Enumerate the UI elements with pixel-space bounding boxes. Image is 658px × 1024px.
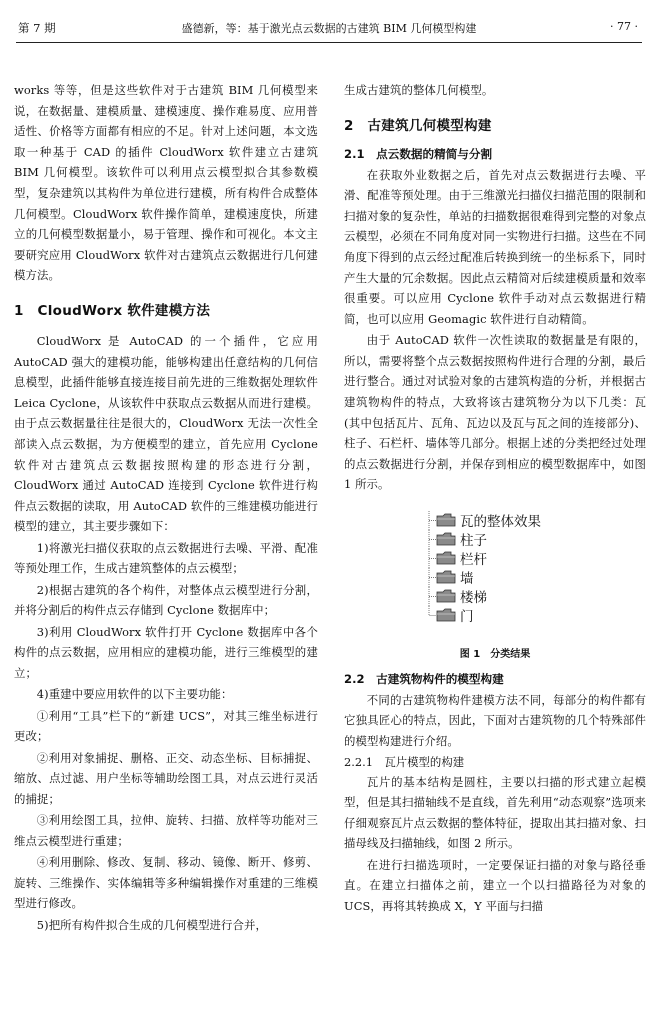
- step-4c: ③利用绘图工具，拉伸、旋转、扫描、放样等功能对三维点云模型进行重建；: [14, 813, 318, 848]
- figure-caption: 图 1 分类结果: [459, 648, 531, 660]
- tree-branch-icon: [428, 530, 436, 549]
- tree-item-label: 楼梯: [460, 590, 487, 607]
- paragraph: 在进行扫描选项时，一定要保证扫描的对象与路径垂直。在建立扫描体之前，建立一个以扫描路径为对象的 UCS，再将其转换成 X，Y 平面与扫描: [344, 857, 646, 914]
- paragraph: works 等等，但是这些软件对于古建筑 BIM 几何模型来说，在数据量、建模质量、建模速度、操作难易度、应用普适性、价格等方面都有相应的不足。针对上述问题，本文选取一种基于 CAD 的插件 CloudWorx 软件建立古建筑 BIM 几何模型。该软件可以利用点云模型拟合其参数模型，复杂建筑以其构件为单位进行建模，所有构件合成整体几何模型。CloudWorx 软件操作简单，建模速度快，所建立的几何模型数据量小，易于管理、操作和可视化。本文主要研究应用 CloudWorx 软件对古建筑点云数据进行几何建模方法。: [14, 83, 318, 283]
- header-rule: [16, 42, 642, 43]
- section-heading-1: 1 CloudWorx 软件建模方法: [14, 302, 211, 319]
- folder-icon: [436, 513, 456, 527]
- paragraph: 不同的古建筑物构件建模方法不同，每部分的构件都有它独具匠心的特点，因此，下面对古建筑物的几个特殊部件的模型构建进行介绍。: [344, 692, 646, 749]
- step-4d: ④利用删除、修改、复制、移动、镜像、断开、修剪、旋转、三维操作、实体编辑等多种编辑操作对重建的三维模型进行修改。: [14, 855, 318, 911]
- step-1: 1)将激光扫描仪获取的点云数据进行去噪、平滑、配准等预处理工作，生成古建筑整体的点云模型；: [14, 540, 318, 576]
- step-2: 2)根据古建筑的各个构件，对整体点云模型进行分割，并将分割后的构件点云存储到 Cyclone 数据库中；: [14, 582, 318, 618]
- step-4: 4)重建中要应用软件的以下主要功能：: [36, 687, 233, 702]
- step-5: 5)把所有构件拟合生成的几何模型进行合并，: [36, 917, 268, 932]
- paragraph: 在获取外业数据之后，首先对点云数据进行去噪、平滑、配准等预处理。由于三维激光扫描仪扫描范围的限制和扫描对象的复杂性，单站的扫描数据很难得到完整的对象点云模型，必须在不同角度对同一实物进行扫描。这些在不同角度下得到的点云经过配准后转换到统一的坐标系下，同时产生大量的冗余数据。因此点云精简对后续建模质量和效率很重要。可以应用 Cyclone 软件手动对点云数据进行精简，也可以应用 Geomagic 软件进行自动精简。: [344, 167, 646, 326]
- tree-item-label: 门: [460, 609, 474, 626]
- folder-icon: [436, 608, 456, 622]
- subsection-heading-2-2: 2.2 古建筑物构件的模型构建: [344, 671, 504, 686]
- tree-item[interactable]: [426, 606, 541, 625]
- step-4a: ①利用“工具”栏下的“新建 UCS”，对其三维坐标进行更改；: [14, 708, 318, 744]
- right-column: [344, 80, 646, 917]
- tree-branch-icon: [428, 549, 436, 568]
- tree-item[interactable]: [426, 587, 541, 606]
- tree-branch-icon: [428, 511, 436, 530]
- tree-item[interactable]: [426, 549, 541, 568]
- tree-item-label: 瓦的整体效果: [460, 514, 541, 531]
- section-heading-2: 2 古建筑几何模型构建: [344, 117, 492, 134]
- tree-branch-icon: [428, 568, 436, 587]
- folder-icon: [436, 532, 456, 546]
- tree-item[interactable]: [426, 511, 541, 530]
- paragraph: CloudWorx 是 AutoCAD 的一个插件，它应用 AutoCAD 强大的建模功能，能够构建出任意结构的几何信息模型，此插件能够直接连接目前先进的三维数据处理软件 Leica Cyclone，从该软件中获取点云数据从而进行建模。由于点云数据量往往是很大的，CloudWorx 无法一次性全部读入点云数据，为方便模型的建立，首先应用 Cyclone 软件对古建筑点云数据按照构建的形态进行分割，CloudWorx 通过 AutoCAD 连接到 Cyclone 软件进行构件点云数据的读取，用 AutoCAD 软件的三维建模功能进行模型的建立，其主要步骤如下：: [14, 333, 318, 534]
- tree-branch-icon: [428, 587, 436, 606]
- folder-icon: [436, 589, 456, 603]
- issue-number: 第 7 期: [18, 21, 56, 35]
- tree-item-label: 柱子: [460, 533, 487, 550]
- figure-1: [344, 503, 646, 667]
- paragraph: 瓦片的基本结构是圆柱，主要以扫描的形式建立起模型，但是其扫描轴线不是直线，首先利用“动态观察”选项来仔细观察瓦片点云数据的整体特征，提取出其扫描对象、扫描母线及扫描轴线，如图 2 所示。: [344, 774, 646, 851]
- left-column: [14, 80, 318, 935]
- running-title: 盛德新，等：基于激光点云数据的古建筑 BIM 几何模型构建: [181, 22, 477, 35]
- tree-item-label: 栏杆: [460, 552, 487, 569]
- tree-item[interactable]: [426, 568, 541, 587]
- page-header: [0, 0, 658, 46]
- paragraph: 由于 AutoCAD 软件一次性读取的数据量是有限的，所以，需要将整个点云数据按照构件进行合理的分割，最后进行整合。通过对试验对象的古建筑构造的分析，并根据古建筑物构件的特点，大致将该古建筑物分为以下几类：瓦(其中包括瓦片、瓦角、瓦边以及瓦与瓦之间的连接部分)、柱子、石栏杆、墙体等几部分。根据上述的分类把经过处理的点云数据进行分割，并保存到相应的模型数据库中，如图 1 所示。: [344, 333, 646, 492]
- tree-item[interactable]: [426, 530, 541, 549]
- subsection-heading-2-1: 2.1 点云数据的精简与分割: [344, 146, 493, 161]
- tree-item-label: 墙: [460, 571, 474, 588]
- page-number: · 77 ·: [610, 20, 638, 33]
- paragraph: 生成古建筑的整体几何模型。: [344, 83, 494, 97]
- classification-tree: [426, 511, 541, 625]
- subsubsection-heading-2-2-1: 2.2.1 瓦片模型的构建: [344, 754, 465, 769]
- folder-icon: [436, 570, 456, 584]
- step-3: 3)利用 CloudWorx 软件打开 Cyclone 数据库中各个构件的点云数据，应用相应的建模功能，进行三维模型的建立；: [14, 624, 318, 680]
- folder-icon: [436, 551, 456, 565]
- step-4b: ②利用对象捕捉、删格、正交、动态坐标、目标捕捉、缩放、点过滤、用户坐标等辅助绘图工具，对点云进行灵活的捕捉；: [14, 750, 318, 806]
- tree-branch-icon: [428, 606, 436, 625]
